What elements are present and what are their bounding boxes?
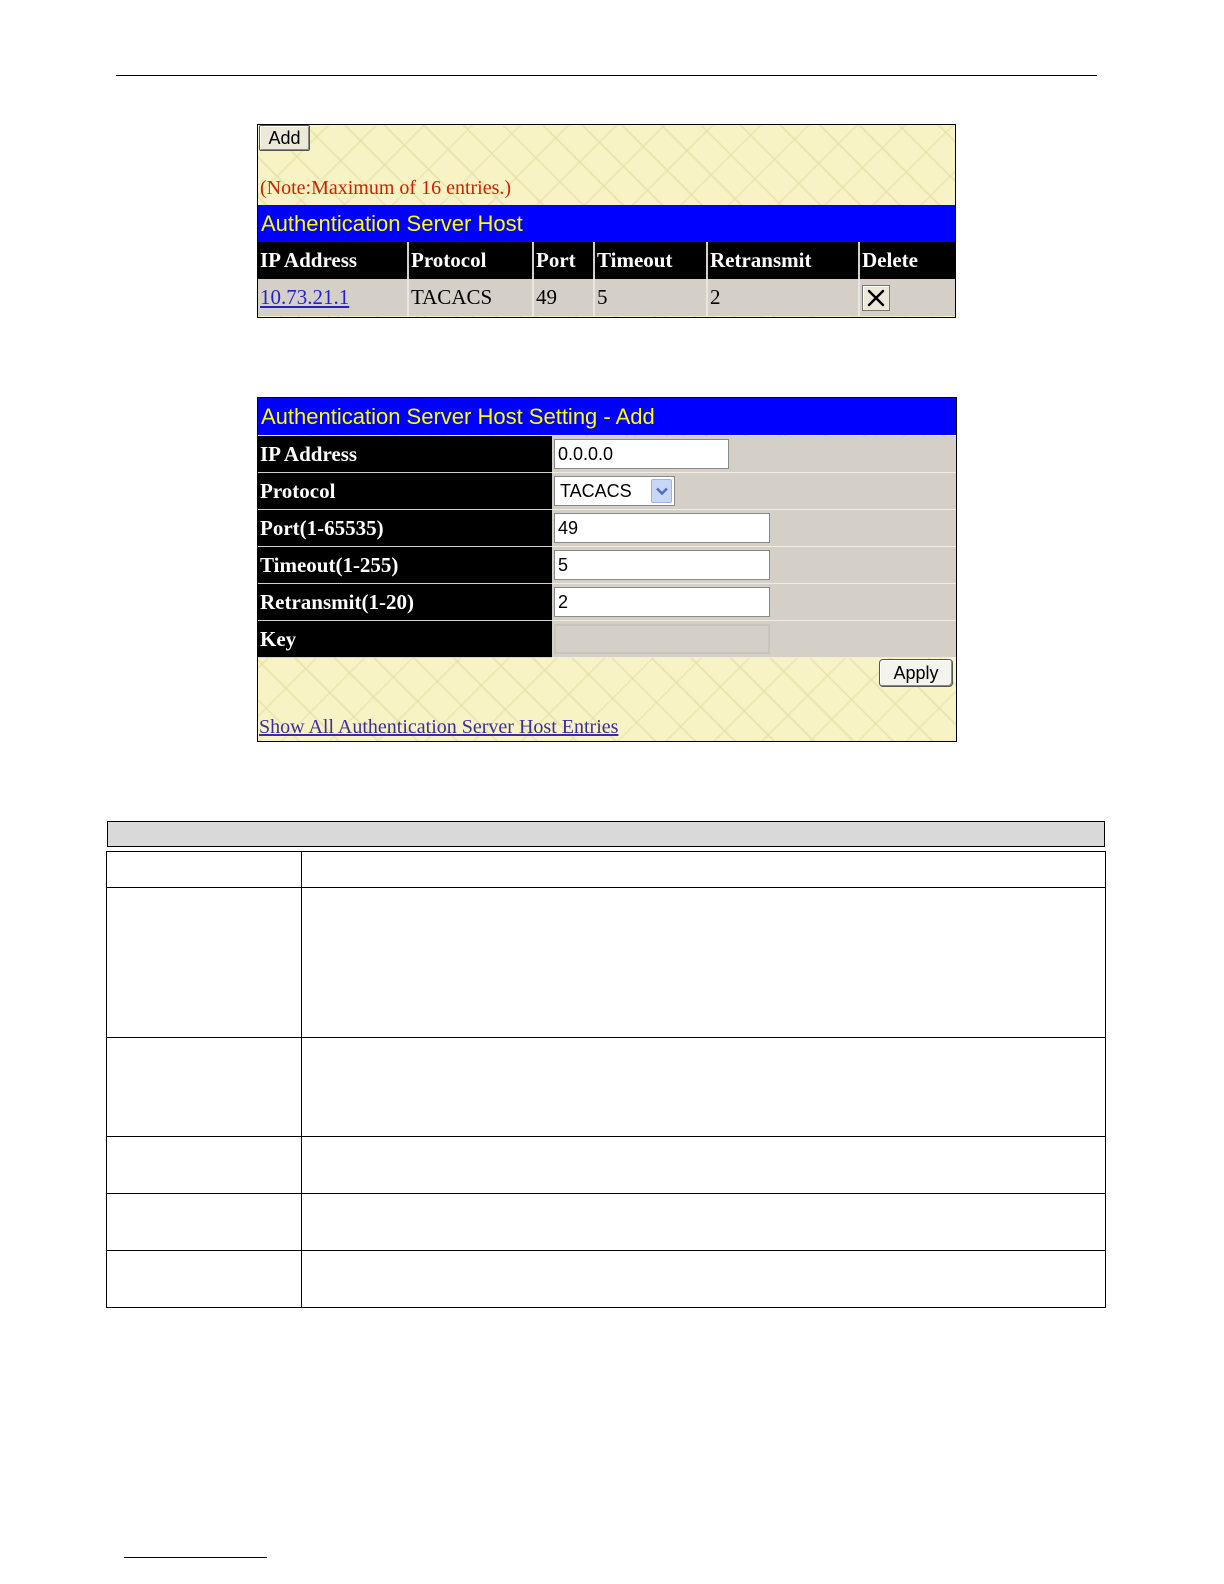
form-row-protocol [258, 473, 956, 510]
key-input[interactable] [554, 624, 770, 654]
max-entries-note: (Note:Maximum of 16 entries.) [260, 177, 512, 199]
hosts-panel-title: Authentication Server Host [258, 205, 955, 242]
col-delete: Delete [859, 242, 955, 279]
form-row-port [258, 510, 956, 547]
form-row-timeout [258, 547, 956, 584]
delete-button[interactable] [862, 285, 890, 311]
key-label: Key [258, 621, 552, 658]
table-row [107, 852, 1106, 888]
form-row-retransmit [258, 584, 956, 621]
ip-address-input[interactable] [554, 439, 729, 469]
hosts-table-header [258, 242, 955, 279]
timeout-label: Timeout(1-255) [258, 547, 552, 584]
show-all-entries-link[interactable]: Show All Authentication Server Host Entries [259, 716, 619, 738]
hosts-table [258, 242, 955, 316]
apply-button[interactable]: Apply [879, 659, 953, 687]
setting-panel-title: Authentication Server Host Setting - Add [258, 398, 956, 435]
host-retransmit: 2 [707, 279, 859, 316]
host-ip-link[interactable]: 10.73.21.1 [260, 285, 350, 309]
col-ip-address: IP Address [258, 242, 408, 279]
description-table-header [107, 821, 1105, 847]
protocol-select[interactable] [554, 476, 675, 506]
close-x-icon [867, 289, 885, 307]
protocol-selected-value: TACACS [560, 481, 632, 501]
host-timeout: 5 [594, 279, 707, 316]
auth-server-host-panel [257, 124, 956, 318]
col-timeout: Timeout [594, 242, 707, 279]
host-ip-cell [258, 279, 408, 316]
page-top-rule [116, 75, 1097, 76]
table-row [107, 1137, 1106, 1194]
host-delete-cell [859, 279, 955, 316]
setting-form [258, 436, 956, 658]
form-row-key [258, 621, 956, 658]
table-row [107, 1038, 1106, 1137]
col-port: Port [533, 242, 594, 279]
protocol-label: Protocol [258, 473, 552, 510]
port-input[interactable] [554, 513, 770, 543]
description-table [106, 851, 1106, 1308]
chevron-down-icon [656, 487, 668, 496]
col-protocol: Protocol [408, 242, 533, 279]
table-row [107, 1194, 1106, 1251]
col-retransmit: Retransmit [707, 242, 859, 279]
add-button[interactable]: Add [259, 125, 310, 151]
timeout-input[interactable] [554, 550, 770, 580]
ip-address-label: IP Address [258, 436, 552, 473]
dropdown-arrow[interactable] [651, 479, 672, 503]
retransmit-label: Retransmit(1-20) [258, 584, 552, 621]
host-port: 49 [533, 279, 594, 316]
form-row-ip [258, 436, 956, 473]
retransmit-input[interactable] [554, 587, 770, 617]
host-protocol: TACACS [408, 279, 533, 316]
table-row [258, 279, 955, 316]
table-row [107, 888, 1106, 1038]
port-label: Port(1-65535) [258, 510, 552, 547]
auth-server-host-setting-panel [257, 397, 957, 742]
page-bottom-rule [124, 1557, 267, 1558]
table-row [107, 1251, 1106, 1308]
